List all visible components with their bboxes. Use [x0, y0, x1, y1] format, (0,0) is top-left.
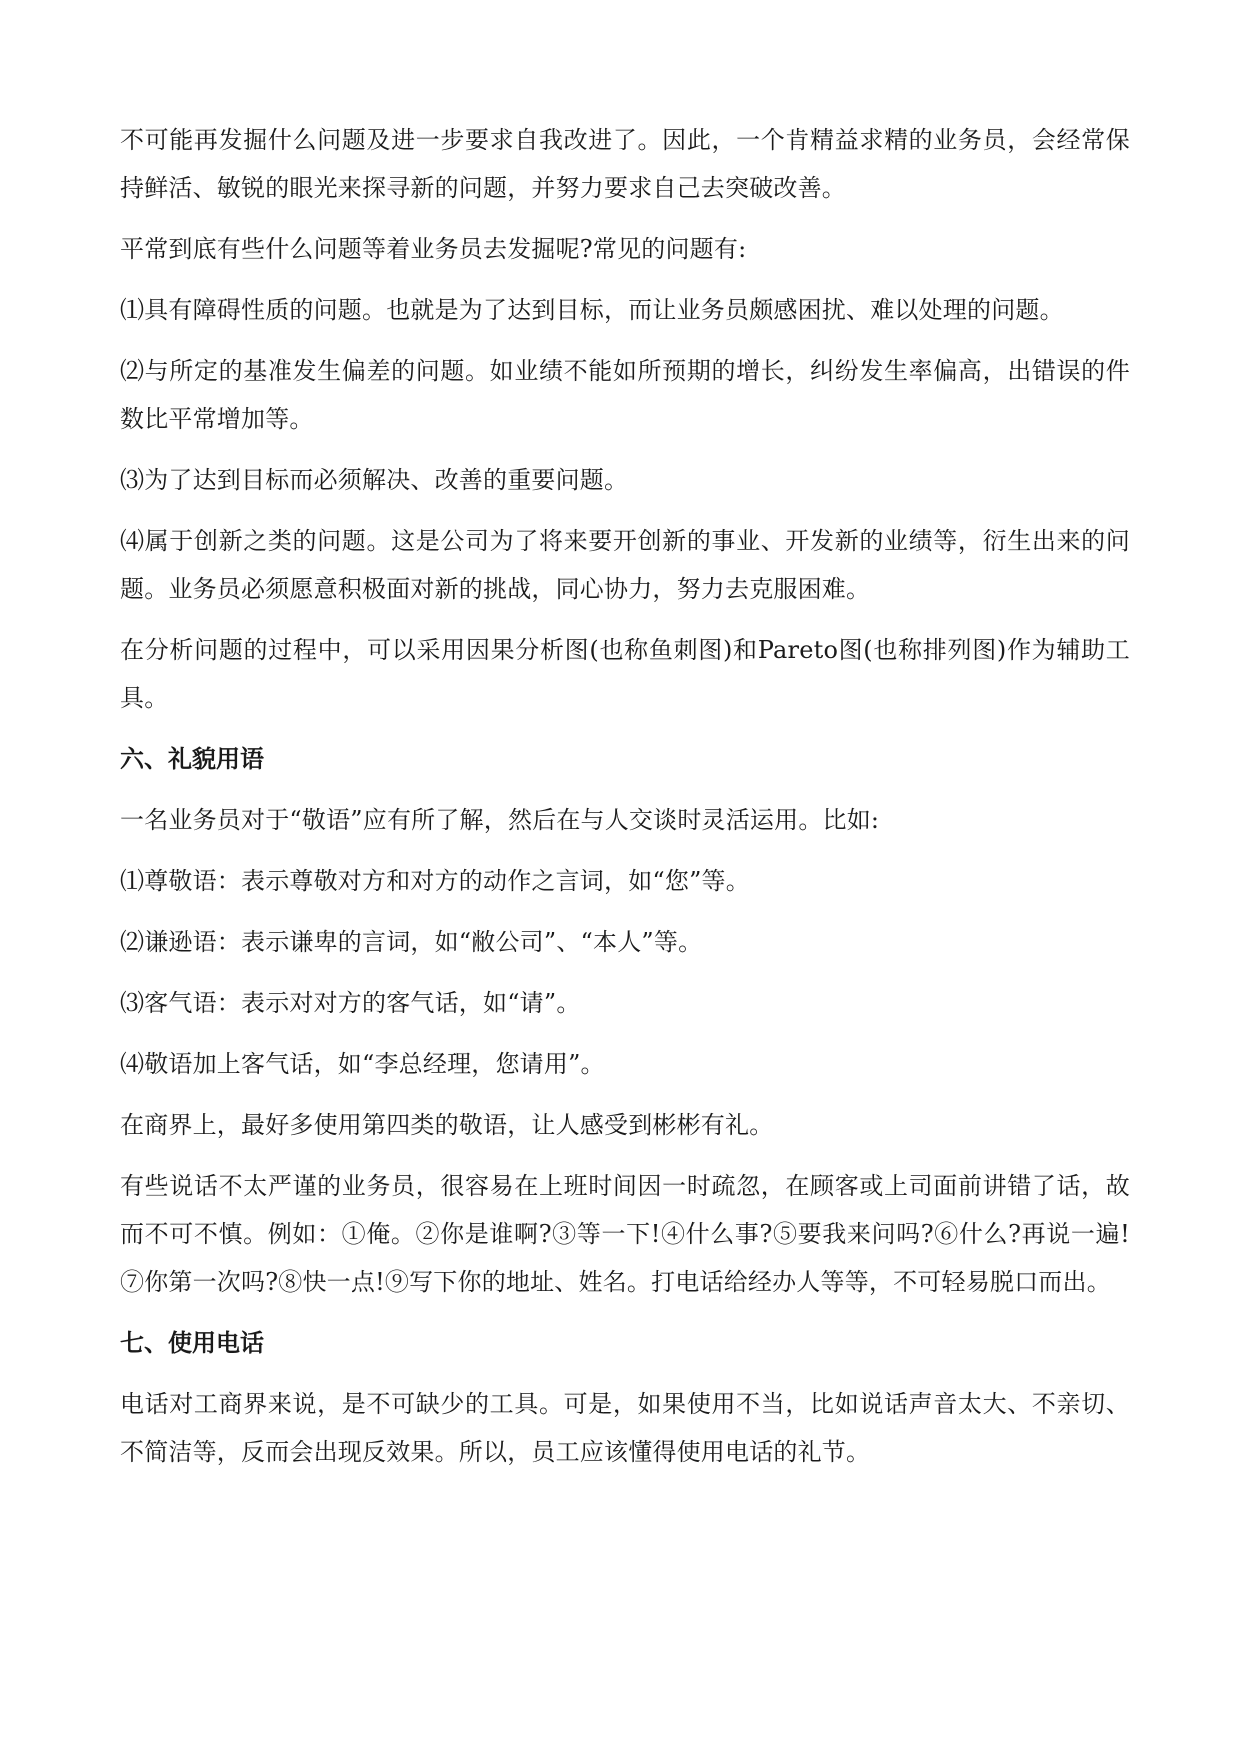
list-item: ⑵与所定的基准发生偏差的问题。如业绩不能如所预期的增长，纠纷发生率偏高，出错误的件数比平常增加等。: [120, 357, 1130, 433]
paragraph: 在分析问题的过程中，可以采用因果分析图(也称鱼刺图)和Pareto图(也称排列图)作为辅助工具。: [120, 636, 1130, 712]
list-item: ⑷属于创新之类的问题。这是公司为了将来要开创新的事业、开发新的业绩等，衍生出来的问题。业务员必须愿意积极面对新的挑战，同心协力，努力去克服困难。: [120, 527, 1130, 603]
paragraph: 在商界上，最好多使用第四类的敬语，让人感受到彬彬有礼。: [120, 1111, 774, 1139]
document-page: [120, 116, 1130, 1489]
list-item: ⑶为了达到目标而必须解决、改善的重要问题。: [120, 466, 629, 494]
list-item: ⑵谦逊语：表示谦卑的言词，如“敝公司”、“本人”等。: [120, 928, 703, 956]
list-item: ⑴具有障碍性质的问题。也就是为了达到目标，而让业务员颇感困扰、难以处理的问题。: [120, 296, 1064, 324]
section-heading: 六、礼貌用语: [120, 745, 264, 773]
paragraph: 不可能再发掘什么问题及进一步要求自我改进了。因此，一个肯精益求精的业务员，会经常保持鲜活、敏锐的眼光来探寻新的问题，并努力要求自己去突破改善。: [120, 126, 1130, 202]
paragraph: 有些说话不太严谨的业务员，很容易在上班时间因一时疏忽，在顾客或上司面前讲错了话，故而不可不慎。例如：①俺。②你是谁啊?③等一下!④什么事?⑤要我来问吗?⑥什么?再说一遍!⑦你第一次吗?⑧快一点!⑨写下你的地址、姓名。打电话给经办人等等，不可轻易脱口而出。: [120, 1172, 1130, 1296]
section-heading: 七、使用电话: [120, 1329, 264, 1357]
paragraph: 一名业务员对于“敬语”应有所了解，然后在与人交谈时灵活运用。比如:: [120, 806, 880, 834]
list-item: ⑶客气语：表示对对方的客气话，如“请”。: [120, 989, 581, 1017]
paragraph: 电话对工商界来说，是不可缺少的工具。可是，如果使用不当，比如说话声音太大、不亲切、不简洁等，反而会出现反效果。所以，员工应该懂得使用电话的礼节。: [120, 1390, 1130, 1466]
list-item: ⑷敬语加上客气话，如“李总经理，您请用”。: [120, 1050, 605, 1078]
paragraph: 平常到底有些什么问题等着业务员去发掘呢?常见的问题有:: [120, 235, 747, 263]
list-item: ⑴尊敬语：表示尊敬对方和对方的动作之言词，如“您”等。: [120, 867, 750, 895]
